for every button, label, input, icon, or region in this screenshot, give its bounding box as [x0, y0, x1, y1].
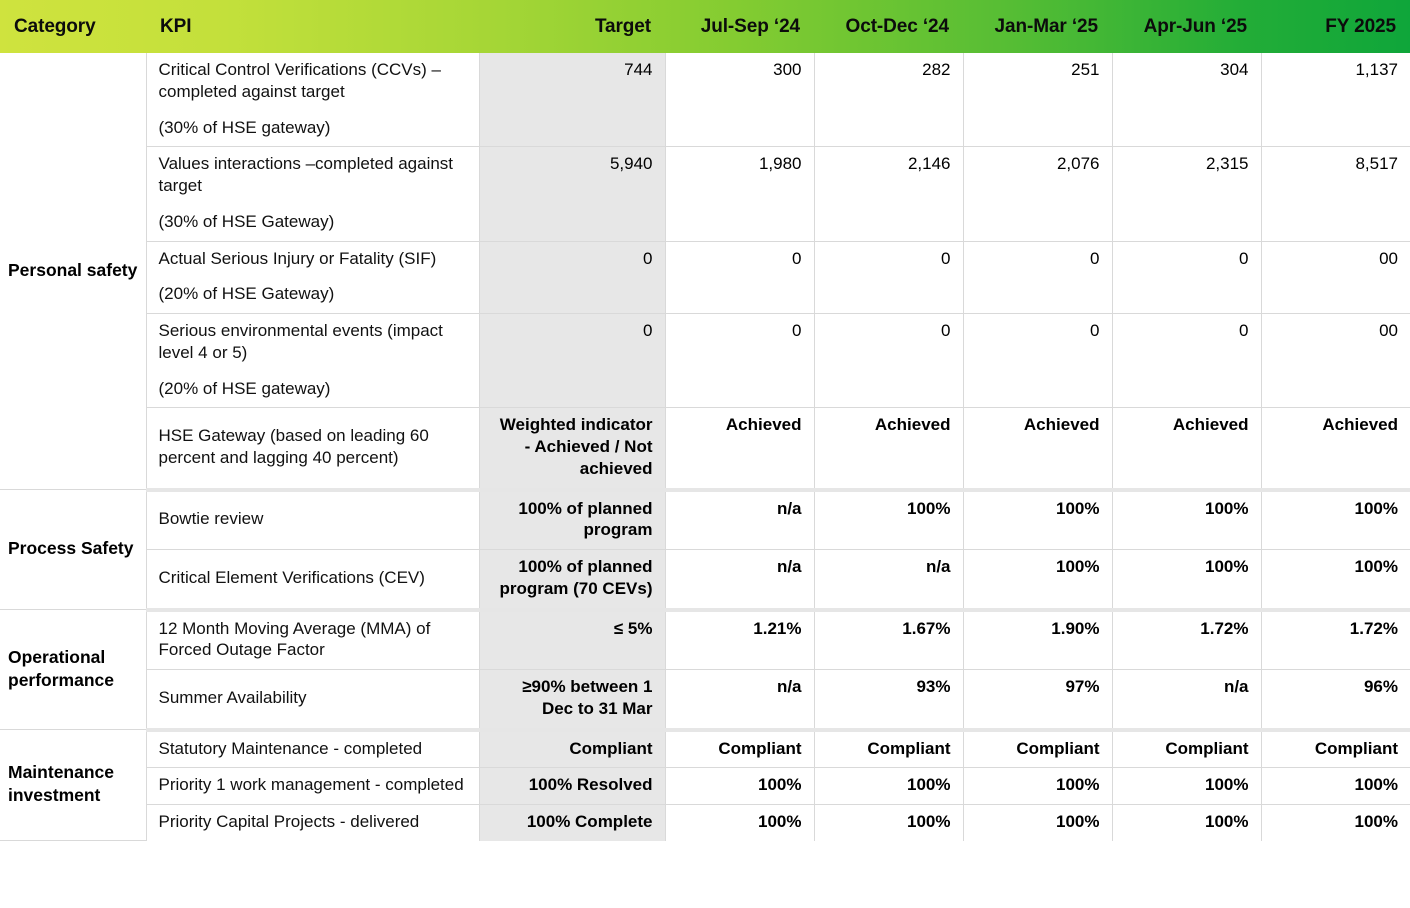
table-row — [0, 241, 1410, 314]
value-fy-2025: 100% — [1261, 768, 1410, 805]
kpi-title: Actual Serious Injury or Fatality (SIF) — [158, 248, 437, 268]
value-jul-sep-24: Achieved — [665, 408, 814, 490]
kpi-label — [146, 53, 479, 147]
value-oct-dec-24: 2,146 — [814, 147, 963, 241]
value-apr-jun-25: 0 — [1112, 314, 1261, 408]
target-value: Weighted indicator - Achieved / Not achieved — [479, 408, 665, 490]
value-jul-sep-24: n/a — [665, 670, 814, 730]
value-apr-jun-25: 0 — [1112, 241, 1261, 314]
category-label: Process Safety — [0, 490, 146, 610]
kpi-label — [146, 730, 479, 768]
value-fy-2025: 100% — [1261, 550, 1410, 610]
target-value: 0 — [479, 241, 665, 314]
value-apr-jun-25: 100% — [1112, 768, 1261, 805]
kpi-label — [146, 805, 479, 841]
value-oct-dec-24: 100% — [814, 805, 963, 841]
table-row — [0, 314, 1410, 408]
value-jul-sep-24: 100% — [665, 768, 814, 805]
value-fy-2025: 100% — [1261, 805, 1410, 841]
value-jan-mar-25: 251 — [963, 53, 1112, 147]
table-row — [0, 408, 1410, 490]
category-label: Operational performance — [0, 610, 146, 730]
column-header-jul-sep-24: Jul-Sep ‘24 — [700, 15, 800, 37]
column-header-kpi: KPI — [160, 15, 192, 37]
value-fy-2025: 00 — [1261, 314, 1410, 408]
value-apr-jun-25: 1.72% — [1112, 610, 1261, 670]
value-apr-jun-25: 304 — [1112, 53, 1261, 147]
value-jul-sep-24: 300 — [665, 53, 814, 147]
value-jan-mar-25: Achieved — [963, 408, 1112, 490]
table-row — [0, 147, 1410, 241]
kpi-title: Critical Element Verifications (CEV) — [158, 567, 425, 587]
value-oct-dec-24: 282 — [814, 53, 963, 147]
value-fy-2025: 1,137 — [1261, 53, 1410, 147]
target-value: Compliant — [479, 730, 665, 768]
value-jan-mar-25: 100% — [963, 805, 1112, 841]
kpi-label — [146, 768, 479, 805]
value-oct-dec-24: 100% — [814, 768, 963, 805]
kpi-title: Priority 1 work management - completed — [158, 775, 464, 795]
kpi-weighting-note: (20% of HSE Gateway) — [158, 284, 335, 304]
kpi-weighting-note: (30% of HSE Gateway) — [158, 211, 335, 231]
table-row — [0, 768, 1410, 805]
value-fy-2025: 00 — [1261, 241, 1410, 314]
value-oct-dec-24: n/a — [814, 550, 963, 610]
value-fy-2025: Achieved — [1261, 408, 1410, 490]
value-jul-sep-24: 0 — [665, 314, 814, 408]
kpi-title: Values interactions –completed against target — [158, 154, 454, 195]
table-row — [0, 805, 1410, 841]
value-jul-sep-24: n/a — [665, 550, 814, 610]
value-apr-jun-25: n/a — [1112, 670, 1261, 730]
value-fy-2025: 100% — [1261, 490, 1410, 550]
kpi-title: Bowtie review — [158, 509, 264, 529]
kpi-title: Priority Capital Projects - delivered — [158, 812, 420, 831]
target-value: 100% of planned program (70 CEVs) — [479, 550, 665, 610]
value-jan-mar-25: 100% — [963, 550, 1112, 610]
category-label: Personal safety — [0, 53, 146, 490]
table-header — [0, 0, 1410, 53]
value-jul-sep-24: 100% — [665, 805, 814, 841]
value-apr-jun-25: Compliant — [1112, 730, 1261, 768]
value-jan-mar-25: 2,076 — [963, 147, 1112, 241]
value-apr-jun-25: 2,315 — [1112, 147, 1261, 241]
column-header-oct-dec-24: Oct-Dec ‘24 — [845, 15, 949, 37]
target-value: 100% of planned program — [479, 490, 665, 550]
table-row — [0, 550, 1410, 610]
target-value: 744 — [479, 53, 665, 147]
kpi-title: 12 Month Moving Average (MMA) of Forced Outage Factor — [158, 618, 431, 660]
column-header-fy-2025: FY 2025 — [1325, 15, 1396, 37]
table-row — [0, 670, 1410, 730]
kpi-title: Serious environmental events (impact level 4 or 5) — [158, 321, 443, 362]
kpi-label — [146, 314, 479, 408]
kpi-weighting-note: (20% of HSE gateway) — [158, 378, 331, 398]
value-apr-jun-25: 100% — [1112, 550, 1261, 610]
kpi-title: Summer Availability — [158, 687, 307, 707]
kpi-label — [146, 490, 479, 550]
value-fy-2025: Compliant — [1261, 730, 1410, 768]
target-value: ≥90% between 1 Dec to 31 Mar — [479, 670, 665, 730]
value-jul-sep-24: 0 — [665, 241, 814, 314]
value-jan-mar-25: 100% — [963, 490, 1112, 550]
kpi-title: HSE Gateway (based on leading 60 percent and lagging 40 percent) — [158, 426, 429, 467]
target-value: 100% Resolved — [479, 768, 665, 805]
table-body — [0, 53, 1410, 841]
value-jan-mar-25: 0 — [963, 241, 1112, 314]
table-row — [0, 730, 1410, 768]
kpi-label — [146, 610, 479, 670]
target-value: 0 — [479, 314, 665, 408]
value-oct-dec-24: 0 — [814, 314, 963, 408]
column-header-category: Category — [14, 15, 96, 37]
value-apr-jun-25: Achieved — [1112, 408, 1261, 490]
value-jan-mar-25: Compliant — [963, 730, 1112, 768]
target-value: 100% Complete — [479, 805, 665, 841]
kpi-label — [146, 241, 479, 314]
value-jan-mar-25: 97% — [963, 670, 1112, 730]
value-fy-2025: 96% — [1261, 670, 1410, 730]
kpi-weighting-note: (30% of HSE gateway) — [158, 117, 331, 137]
table-row — [0, 610, 1410, 670]
value-oct-dec-24: 0 — [814, 241, 963, 314]
value-jan-mar-25: 1.90% — [963, 610, 1112, 670]
value-oct-dec-24: 1.67% — [814, 610, 963, 670]
value-jul-sep-24: n/a — [665, 490, 814, 550]
value-oct-dec-24: Compliant — [814, 730, 963, 768]
value-jan-mar-25: 100% — [963, 768, 1112, 805]
value-oct-dec-24: 100% — [814, 490, 963, 550]
table-row — [0, 490, 1410, 550]
table-row — [0, 53, 1410, 147]
kpi-label — [146, 670, 479, 730]
kpi-label — [146, 147, 479, 241]
column-header-target: Target — [594, 15, 651, 37]
value-jul-sep-24: 1,980 — [665, 147, 814, 241]
column-header-jan-mar-25: Jan-Mar ‘25 — [994, 15, 1098, 37]
kpi-label — [146, 550, 479, 610]
value-apr-jun-25: 100% — [1112, 805, 1261, 841]
kpi-title: Statutory Maintenance - completed — [158, 738, 423, 758]
column-header-apr-jun-25: Apr-Jun ‘25 — [1143, 15, 1247, 37]
value-jul-sep-24: 1.21% — [665, 610, 814, 670]
kpi-label — [146, 408, 479, 490]
kpi-title: Critical Control Verifications (CCVs) –completed against target — [158, 60, 441, 101]
value-fy-2025: 8,517 — [1261, 147, 1410, 241]
value-jul-sep-24: Compliant — [665, 730, 814, 768]
value-oct-dec-24: 93% — [814, 670, 963, 730]
value-fy-2025: 1.72% — [1261, 610, 1410, 670]
value-apr-jun-25: 100% — [1112, 490, 1261, 550]
value-oct-dec-24: Achieved — [814, 408, 963, 490]
target-value: ≤ 5% — [479, 610, 665, 670]
header-row — [0, 0, 1410, 53]
category-label: Maintenance investment — [0, 730, 146, 841]
target-value: 5,940 — [479, 147, 665, 241]
value-jan-mar-25: 0 — [963, 314, 1112, 408]
